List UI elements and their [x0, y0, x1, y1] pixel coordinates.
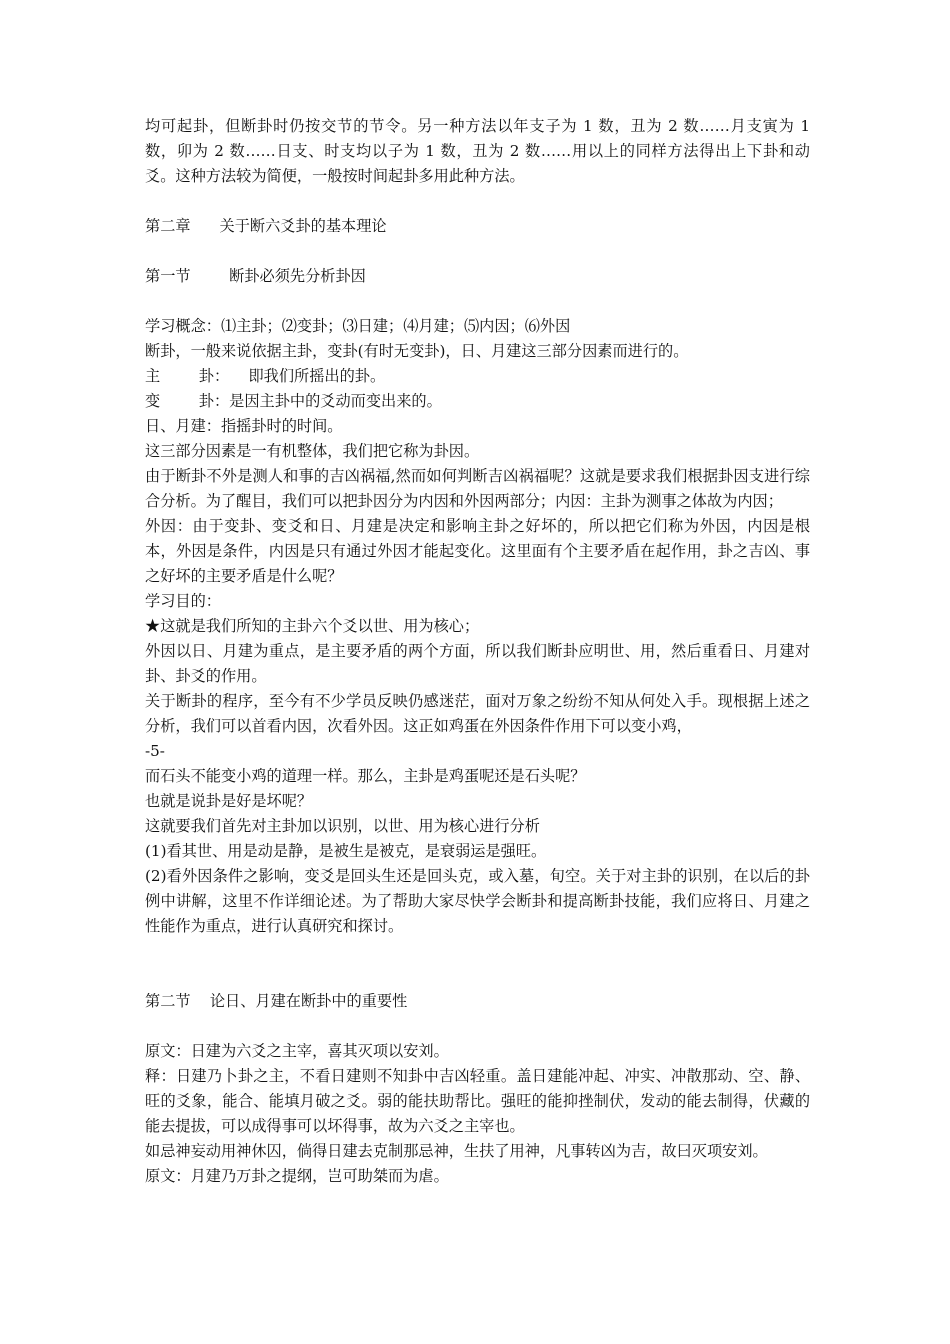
paragraph-duangua: 断卦，一般来说依据主卦，变卦(有时无变卦)，日、月建这三部分因素而进行的。: [145, 342, 689, 360]
chapter-heading: 第二章 关于断六爻卦的基本理论: [145, 217, 387, 235]
paragraph-jishen: 如忌神妄动用神休囚，倘得日建去克制那忌神，生扶了用神，凡事转凶为吉，故曰灭项安刘。: [145, 1142, 768, 1160]
paragraph-waiyin: 外因：由于变卦、变爻和日、月建是决定和影响主卦之好坏的，所以把它们称为外因，内因是根本，外因是条件，内因是只有通过外因才能起变化。这里面有个主要矛盾在起作用，卦之吉凶、事之好坏的主要矛盾是什么呢？: [145, 517, 810, 585]
paragraph-haohuai: 也就是说卦是好是坏呢？: [145, 792, 313, 810]
definition-biangua: 变 卦：是因主卦中的爻动而变出来的。: [145, 392, 442, 410]
paragraph-guayin: 这三部分因素是一有机整体，我们把它称为卦因。: [145, 442, 480, 460]
yuanwen-2: 原文：月建乃万卦之提纲，岂可助桀而为虐。: [145, 1167, 449, 1185]
paragraph-chengxu: 关于断卦的程序，至今有不少学员反映仍感迷茫，面对万象之纷纷不知从何处入手。现根据上述之分析，我们可以首看内因，次看外因。这正如鸡蛋在外因条件作用下可以变小鸡，: [145, 692, 810, 735]
paragraph-intro: 均可起卦，但断卦时仍按交节的节令。另一种方法以年支子为 1 数，丑为 2 数……月支寅为 1 数，卯为 2 数……日支、时支均以子为 1 数，丑为 2 数……用以上的同样方法得出上下卦和动爻。这种方法较为简便，一般按时间起卦多用此种方法。: [145, 117, 815, 185]
paragraph-waiyin-focus: 外因以日、月建为重点，是主要矛盾的两个方面，所以我们断卦应明世、用，然后重看日、月建对卦、卦爻的作用。: [145, 642, 810, 685]
paragraph-shitou: 而石头不能变小鸡的道理一样。那么，主卦是鸡蛋呢还是石头呢？: [145, 767, 586, 785]
list-item-2: (2)看外因条件之影响，变爻是回头生还是回头克，或入墓，旬空。关于对主卦的识别，在以后的卦例中讲解，这里不作详细论述。为了帮助大家尽快学会断卦和提高断卦技能，我们应将日、月建之性能作为重点，进行认真研究和探讨。: [145, 867, 810, 935]
section-heading-1: 第一节 断卦必须先分析卦因: [145, 267, 366, 285]
section-heading-2: 第二节 论日、月建在断卦中的重要性: [145, 992, 408, 1010]
definition-zhugua: 主 卦： 即我们所摇出的卦。: [145, 367, 386, 385]
list-item-1: (1)看其世、用是动是静，是被生是被克，是衰弱运是强旺。: [145, 842, 547, 860]
goal-label: 学习目的：: [145, 592, 221, 610]
yuanwen-1: 原文：日建为六爻之主宰，喜其灭项以安刘。: [145, 1042, 449, 1060]
paragraph-shibie: 这就要我们首先对主卦加以识别，以世、用为核心进行分析: [145, 817, 540, 835]
document-page: [145, 114, 815, 1189]
page-number: -5-: [145, 742, 165, 760]
goal-star-line: ★这就是我们所知的主卦六个爻以世、用为核心；: [145, 617, 480, 635]
paragraph-neiyin: 由于断卦不外是测人和事的吉凶祸福,然而如何判断吉凶祸福呢？这就是要求我们根据卦因支进行综合分析。为了醒目，我们可以把卦因分为内因和外因两部分；内因：主卦为测事之体故为内因；: [145, 467, 810, 510]
shi-1: 释：日建乃卜卦之主，不看日建则不知卦中吉凶轻重。盖日建能冲起、冲实、冲散那动、空、静、旺的爻象，能合、能填月破之爻。弱的能扶助帮比。强旺的能抑挫制伏，发动的能去制得，伏藏的能去提拔，可以成得事可以坏得事，故为六爻之主宰也。: [145, 1067, 810, 1135]
definition-riyuejian: 日、月建：指摇卦时的时间。: [145, 417, 343, 435]
concepts-line: 学习概念：⑴主卦；⑵变卦；⑶日建；⑷月建；⑸内因；⑹外因: [145, 317, 571, 335]
